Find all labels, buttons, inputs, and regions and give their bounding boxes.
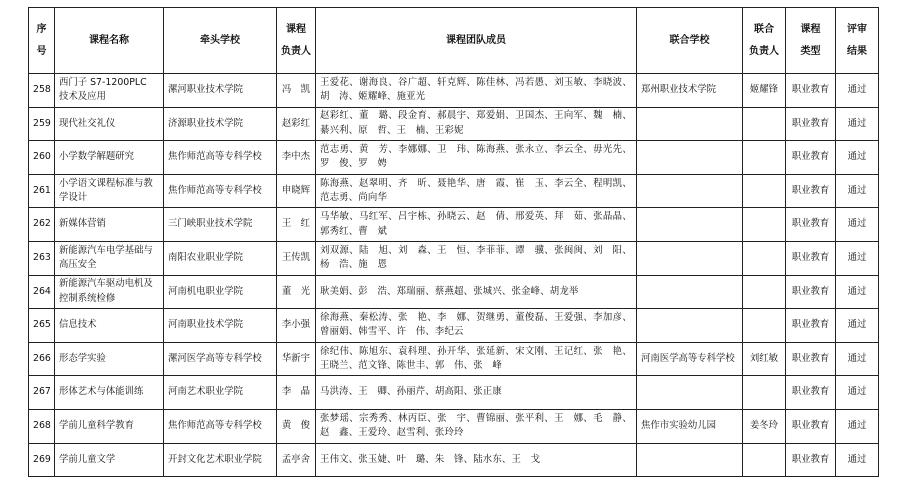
header-lead-school: 牵头学校 <box>164 8 277 74</box>
cell-team: 赵彩红、董 璐、段金育、郝晨宇、郑爱娟、卫国杰、王向军、魏 楠、綦兴利、原 哲、王 楠、王彩妮 <box>316 107 637 141</box>
cell-seq: 261 <box>29 174 55 208</box>
cell-course-name: 新能源汽车驱动电机及控制系统检修 <box>55 275 164 309</box>
cell-lead-school: 河南艺术职业学院 <box>164 376 277 410</box>
cell-joint-leader <box>743 208 786 242</box>
cell-course-type: 职业教育 <box>786 141 836 175</box>
cell-joint-leader: 姬耀锋 <box>743 74 786 108</box>
cell-seq: 266 <box>29 342 55 376</box>
cell-joint-leader <box>743 241 786 275</box>
cell-result: 通过 <box>836 443 879 477</box>
cell-course-leader: 李 晶 <box>277 376 316 410</box>
cell-team: 陈海燕、赵翠明、齐 昕、聂艳华、唐 霞、崔 玉、李云全、程明凯、范志勇、尚向华 <box>316 174 637 208</box>
cell-team: 张梦瑶、宗秀秀、林丙臣、张 宇、曹锦丽、张平利、王 娜、毛 静、赵 鑫、王爱玲、赵雪利、张玲玲 <box>316 409 637 443</box>
header-course-leader-line2: 负责人 <box>281 45 311 57</box>
cell-team: 马洪涛、王 卿、孙丽芹、胡高阳、张正康 <box>316 376 637 410</box>
cell-course-type: 职业教育 <box>786 309 836 343</box>
course-table-wrapper <box>28 7 878 477</box>
cell-result: 通过 <box>836 174 879 208</box>
cell-course-leader: 董 光 <box>277 275 316 309</box>
table-row <box>29 342 879 376</box>
header-row <box>29 8 879 74</box>
cell-result: 通过 <box>836 74 879 108</box>
cell-lead-school: 开封文化艺术职业学院 <box>164 443 277 477</box>
cell-course-leader: 李中杰 <box>277 141 316 175</box>
cell-lead-school: 河南职业技术学院 <box>164 309 277 343</box>
cell-course-name: 学前儿童文学 <box>55 443 164 477</box>
cell-result: 通过 <box>836 241 879 275</box>
cell-course-type: 职业教育 <box>786 208 836 242</box>
cell-course-type: 职业教育 <box>786 376 836 410</box>
cell-lead-school: 三门峡职业技术学院 <box>164 208 277 242</box>
cell-course-type: 职业教育 <box>786 241 836 275</box>
cell-lead-school: 焦作师范高等专科学校 <box>164 174 277 208</box>
cell-joint-leader <box>743 376 786 410</box>
table-row <box>29 74 879 108</box>
cell-lead-school: 漯河职业技术学院 <box>164 74 277 108</box>
header-result-line2: 结果 <box>847 45 867 57</box>
cell-course-leader: 申晓辉 <box>277 174 316 208</box>
table-row <box>29 141 879 175</box>
cell-team: 范志勇、黄 芳、李娜娜、卫 玮、陈海燕、张永立、李云全、毋光先、罗 俊、罗 娉 <box>316 141 637 175</box>
cell-team: 徐海燕、秦松涛、张 艳、李 娜、贺继勇、董俊磊、王爱强、李加彦、曾丽娟、韩雪平、许 伟、李纪云 <box>316 309 637 343</box>
cell-course-name: 新能源汽车电学基础与高压安全 <box>55 241 164 275</box>
table-row <box>29 241 879 275</box>
cell-course-name: 形态学实验 <box>55 342 164 376</box>
table-row <box>29 376 879 410</box>
cell-team: 王爱花、谢海良、谷广超、轩克辉、陈佳林、冯若愚、刘玉敏、李晓波、胡 涛、姬耀峰、施亚光 <box>316 74 637 108</box>
cell-course-name: 学前儿童科学教育 <box>55 409 164 443</box>
cell-joint-leader <box>743 275 786 309</box>
cell-course-leader: 赵彩红 <box>277 107 316 141</box>
cell-joint-leader <box>743 309 786 343</box>
cell-result: 通过 <box>836 208 879 242</box>
cell-team: 马华敏、马红军、吕宇栋、孙晓云、赵 倩、邢爱英、拜 茹、张晶晶、郭秀红、曹 斌 <box>316 208 637 242</box>
cell-course-name: 信息技术 <box>55 309 164 343</box>
cell-result: 通过 <box>836 141 879 175</box>
table-row <box>29 275 879 309</box>
cell-result: 通过 <box>836 342 879 376</box>
header-course-name: 课程名称 <box>55 8 164 74</box>
cell-lead-school: 济源职业技术学院 <box>164 107 277 141</box>
cell-lead-school: 漯河医学高等专科学校 <box>164 342 277 376</box>
header-team: 课程团队成员 <box>316 8 637 74</box>
cell-joint-leader: 姜冬玲 <box>743 409 786 443</box>
cell-joint-school <box>637 275 743 309</box>
cell-course-type: 职业教育 <box>786 74 836 108</box>
cell-seq: 263 <box>29 241 55 275</box>
cell-result: 通过 <box>836 309 879 343</box>
cell-course-type: 职业教育 <box>786 107 836 141</box>
cell-course-leader: 华新宇 <box>277 342 316 376</box>
cell-team: 王伟文、张玉婕、叶 璐、朱 锋、陆水东、王 戈 <box>316 443 637 477</box>
cell-seq: 262 <box>29 208 55 242</box>
cell-joint-school <box>637 107 743 141</box>
header-course-type-line2: 类型 <box>800 45 821 57</box>
cell-course-type: 职业教育 <box>786 275 836 309</box>
cell-seq: 260 <box>29 141 55 175</box>
header-course-type <box>786 8 836 74</box>
cell-course-leader: 黄 俊 <box>277 409 316 443</box>
cell-result: 通过 <box>836 275 879 309</box>
cell-seq: 258 <box>29 74 55 108</box>
header-result-line1: 评审 <box>847 23 867 35</box>
cell-seq: 268 <box>29 409 55 443</box>
cell-result: 通过 <box>836 107 879 141</box>
table-row <box>29 174 879 208</box>
header-course-leader <box>277 8 316 74</box>
cell-joint-leader <box>743 107 786 141</box>
cell-lead-school: 河南机电职业学院 <box>164 275 277 309</box>
cell-joint-leader <box>743 174 786 208</box>
cell-course-name: 小学数学解题研究 <box>55 141 164 175</box>
table-row <box>29 309 879 343</box>
table-row <box>29 208 879 242</box>
cell-lead-school: 焦作师范高等专科学校 <box>164 409 277 443</box>
header-course-leader-line1: 课程 <box>286 23 306 35</box>
cell-course-name: 西门子 S7-1200PLC 技术及应用 <box>55 74 164 108</box>
cell-joint-leader: 刘红敏 <box>743 342 786 376</box>
cell-seq: 265 <box>29 309 55 343</box>
cell-joint-school <box>637 208 743 242</box>
cell-course-name: 小学语文课程标准与教学设计 <box>55 174 164 208</box>
cell-course-leader: 王 红 <box>277 208 316 242</box>
cell-course-leader: 李小强 <box>277 309 316 343</box>
cell-joint-school: 河南医学高等专科学校 <box>637 342 743 376</box>
cell-seq: 259 <box>29 107 55 141</box>
header-result <box>836 8 879 74</box>
cell-course-type: 职业教育 <box>786 409 836 443</box>
cell-course-name: 现代社交礼仪 <box>55 107 164 141</box>
cell-joint-leader <box>743 141 786 175</box>
cell-course-leader: 冯 凯 <box>277 74 316 108</box>
cell-course-name: 新媒体营销 <box>55 208 164 242</box>
cell-team: 徐纪伟、陈旭东、袁科理、孙开华、张延新、宋文刚、王记红、张 艳、王晓兰、范文锋、陈世丰、郭 伟、张 峰 <box>316 342 637 376</box>
header-joint-leader <box>743 8 786 74</box>
cell-course-type: 职业教育 <box>786 342 836 376</box>
table-row <box>29 409 879 443</box>
cell-joint-school <box>637 241 743 275</box>
course-table <box>28 7 879 477</box>
cell-course-leader: 孟亭舍 <box>277 443 316 477</box>
header-course-type-line1: 课程 <box>800 23 821 35</box>
cell-course-type: 职业教育 <box>786 174 836 208</box>
cell-joint-school <box>637 141 743 175</box>
cell-joint-school <box>637 309 743 343</box>
header-joint-school: 联合学校 <box>637 8 743 74</box>
header-joint-leader-line1: 联合 <box>754 23 774 35</box>
cell-result: 通过 <box>836 409 879 443</box>
header-joint-leader-line2: 负责人 <box>749 45 779 57</box>
cell-joint-leader <box>743 443 786 477</box>
cell-course-type: 职业教育 <box>786 443 836 477</box>
table-row <box>29 107 879 141</box>
header-seq: 序号 <box>29 8 55 74</box>
cell-seq: 269 <box>29 443 55 477</box>
cell-team: 刘双源、陆 旭、刘 森、王 恒、李菲菲、谭 骥、张闽闽、刘 阳、杨 浩、施 恩 <box>316 241 637 275</box>
cell-seq: 267 <box>29 376 55 410</box>
cell-joint-school: 焦作市实验幼儿园 <box>637 409 743 443</box>
cell-lead-school: 南阳农业职业学院 <box>164 241 277 275</box>
cell-joint-school: 郑州职业技术学院 <box>637 74 743 108</box>
cell-seq: 264 <box>29 275 55 309</box>
cell-course-name: 形体艺术与体能训练 <box>55 376 164 410</box>
cell-course-leader: 王传凯 <box>277 241 316 275</box>
cell-joint-school <box>637 443 743 477</box>
table-row <box>29 443 879 477</box>
cell-result: 通过 <box>836 376 879 410</box>
cell-joint-school <box>637 174 743 208</box>
cell-lead-school: 焦作师范高等专科学校 <box>164 141 277 175</box>
cell-team: 耿美娟、彭 浩、郑瑞丽、蔡燕超、张城兴、张金峰、胡龙举 <box>316 275 637 309</box>
cell-joint-school <box>637 376 743 410</box>
